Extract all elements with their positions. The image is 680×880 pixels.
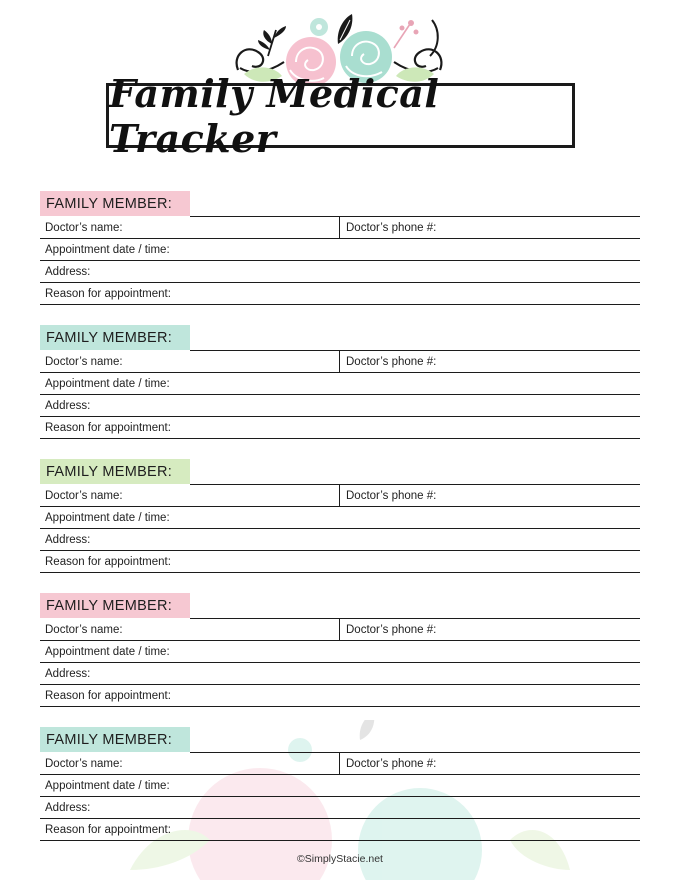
doctor-phone-label: Doctor’s phone #: [346, 758, 437, 770]
appointment-row[interactable] [40, 507, 640, 529]
doctor-row[interactable] [40, 351, 640, 373]
appointment-row[interactable] [40, 775, 640, 797]
reason-row[interactable] [40, 685, 640, 707]
member-row [40, 593, 640, 619]
member-label: FAMILY MEMBER: [40, 325, 190, 350]
reason-label: Reason for appointment: [45, 556, 171, 568]
doctor-name-label: Doctor’s name: [45, 624, 123, 636]
member-label: FAMILY MEMBER: [40, 593, 190, 618]
reason-row[interactable] [40, 417, 640, 439]
page-title: Family Medical Tracker [109, 70, 440, 161]
address-row[interactable] [40, 797, 640, 819]
reason-row[interactable] [40, 819, 640, 841]
doctor-row[interactable] [40, 619, 640, 641]
member-section [40, 191, 640, 305]
reason-label: Reason for appointment: [45, 288, 171, 300]
address-label: Address: [45, 802, 91, 814]
member-label: FAMILY MEMBER: [40, 459, 190, 484]
appointment-label: Appointment date / time: [45, 244, 170, 256]
address-row[interactable] [40, 261, 640, 283]
appointment-label: Appointment date / time: [45, 512, 170, 524]
appointment-label: Appointment date / time: [45, 646, 170, 658]
address-row[interactable] [40, 395, 640, 417]
appointment-label: Appointment date / time: [45, 378, 170, 390]
member-row [40, 191, 640, 217]
member-section [40, 325, 640, 439]
address-label: Address: [45, 668, 91, 680]
appointment-row[interactable] [40, 641, 640, 663]
doctor-phone-label: Doctor’s phone #: [346, 222, 437, 234]
address-label: Address: [45, 534, 91, 546]
member-row [40, 727, 640, 753]
appointment-label: Appointment date / time: [45, 780, 170, 792]
member-label: FAMILY MEMBER: [40, 727, 190, 752]
doctor-name-label: Doctor’s name: [45, 490, 123, 502]
doctor-phone-label: Doctor’s phone #: [346, 624, 437, 636]
member-row [40, 325, 640, 351]
doctor-name-label: Doctor’s name: [45, 758, 123, 770]
member-section [40, 727, 640, 841]
reason-label: Reason for appointment: [45, 690, 171, 702]
column-divider [339, 619, 340, 640]
doctor-phone-label: Doctor’s phone #: [346, 490, 437, 502]
doctor-row[interactable] [40, 217, 640, 239]
column-divider [339, 217, 340, 238]
title-box [106, 70, 575, 161]
address-label: Address: [45, 400, 91, 412]
reason-row[interactable] [40, 551, 640, 573]
reason-label: Reason for appointment: [45, 422, 171, 434]
reason-label: Reason for appointment: [45, 824, 171, 836]
member-section [40, 593, 640, 707]
doctor-row[interactable] [40, 753, 640, 775]
doctor-row[interactable] [40, 485, 640, 507]
member-section [40, 459, 640, 573]
column-divider [339, 485, 340, 506]
footer-credit: ©SimplyStacie.net [297, 853, 383, 865]
address-row[interactable] [40, 529, 640, 551]
appointment-row[interactable] [40, 239, 640, 261]
column-divider [339, 351, 340, 372]
member-row [40, 459, 640, 485]
reason-row[interactable] [40, 283, 640, 305]
doctor-phone-label: Doctor’s phone #: [346, 356, 437, 368]
address-row[interactable] [40, 663, 640, 685]
column-divider [339, 753, 340, 774]
member-label: FAMILY MEMBER: [40, 191, 190, 216]
doctor-name-label: Doctor’s name: [45, 356, 123, 368]
appointment-row[interactable] [40, 373, 640, 395]
address-label: Address: [45, 266, 91, 278]
doctor-name-label: Doctor’s name: [45, 222, 123, 234]
